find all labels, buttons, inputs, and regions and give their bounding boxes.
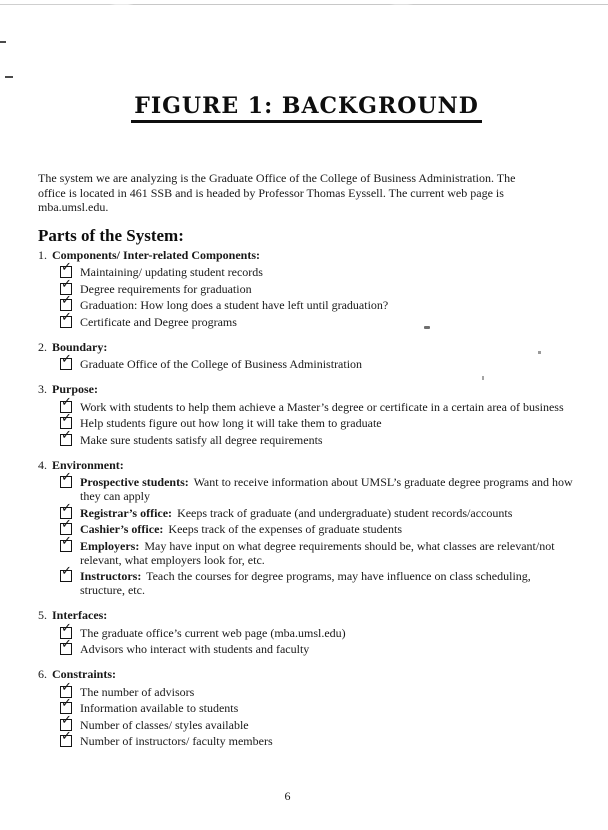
checkmark-icon: ✓ — [61, 500, 72, 516]
section-heading — [38, 340, 575, 355]
title-block — [38, 0, 575, 123]
checklist-item — [60, 411, 575, 430]
checked-checkbox-icon — [60, 637, 72, 655]
section-number: 6. — [38, 667, 47, 681]
checklist-item — [60, 679, 575, 699]
item-body: The graduate office’s current web page (mba.umsl.edu) — [80, 625, 346, 640]
scan-artifact-dash — [5, 76, 13, 78]
scan-edge-line — [0, 4, 608, 5]
item-text — [80, 298, 575, 312]
checkmark-icon: ✓ — [61, 564, 72, 579]
checklist-item — [60, 517, 575, 536]
section-number: 5. — [38, 608, 47, 622]
checklist-item — [60, 620, 575, 640]
checked-checkbox-icon — [60, 427, 72, 446]
item-text — [80, 265, 575, 279]
section-items — [38, 352, 575, 371]
item-text — [80, 626, 575, 640]
item-body: Advisors who interact with students and faculty — [80, 642, 310, 656]
checklist-item — [60, 293, 575, 312]
section — [38, 382, 575, 447]
item-body: Work with students to help them achieve a Master’s degree or certificate in a certain area of business — [80, 399, 564, 414]
checkmark-icon: ✓ — [61, 293, 72, 308]
checkmark-icon: ✓ — [61, 260, 72, 275]
section-heading — [38, 382, 575, 397]
item-body: Make sure students satisfy all degree requirements — [80, 432, 323, 447]
item-body: Number of classes/ styles available — [80, 717, 249, 732]
checkmark-icon: ✓ — [61, 620, 72, 636]
checkmark-icon: ✓ — [61, 533, 72, 549]
item-body: Certificate and Degree programs — [80, 314, 237, 329]
checklist-item — [60, 533, 575, 567]
checkmark-icon: ✓ — [61, 427, 72, 443]
checklist-item — [60, 309, 575, 329]
item-text — [80, 433, 575, 447]
item-text — [80, 475, 575, 503]
section-number: 2. — [38, 339, 47, 354]
checkmark-icon: ✓ — [61, 394, 72, 410]
scan-artifact-dash — [0, 41, 6, 43]
item-lead: Cashier’s office: — [80, 522, 164, 536]
section-items — [38, 679, 575, 749]
section-heading — [38, 608, 575, 623]
checkmark-icon: ✓ — [61, 411, 72, 426]
item-lead: Registrar’s office: — [80, 505, 173, 520]
section-title: Constraints: — [52, 667, 117, 681]
section-title: Boundary: — [52, 339, 108, 354]
checkmark-icon: ✓ — [61, 679, 72, 695]
checklist-item — [60, 470, 575, 503]
section-heading — [38, 458, 575, 473]
checklist-item — [60, 394, 575, 414]
checklist-item — [60, 352, 575, 371]
item-body: Degree requirements for graduation — [80, 281, 252, 296]
intro-line: The system we are analyzing is the Graduate Office of the College of Business Administration. The — [38, 171, 516, 185]
section — [38, 248, 575, 329]
scan-artifact-speck — [482, 376, 484, 380]
checklist-item — [60, 500, 575, 520]
section-heading — [38, 667, 575, 682]
section-title: Environment: — [52, 457, 124, 472]
section-heading — [38, 248, 575, 263]
section — [38, 458, 575, 598]
item-text — [80, 718, 575, 732]
checkmark-icon: ✓ — [61, 470, 72, 485]
checklist-item — [60, 276, 575, 296]
sections-list — [38, 248, 575, 749]
item-body: Keeps track of graduate (and undergraduate) student records/accounts — [174, 505, 513, 520]
section-items — [38, 470, 575, 597]
section — [38, 608, 575, 656]
item-text — [80, 400, 575, 414]
item-body: Want to receive information about UMSL’s graduate degree programs and how they can apply — [80, 475, 573, 503]
item-text — [80, 569, 575, 597]
checklist-item — [60, 712, 575, 732]
section-title: Components/ Inter-related Components: — [52, 247, 260, 262]
item-body: Teach the courses for degree programs, may have influence on class scheduling, structure, etc. — [80, 569, 531, 597]
item-text — [80, 506, 575, 520]
checked-checkbox-icon — [60, 352, 72, 370]
item-text — [80, 416, 575, 430]
item-text — [80, 685, 575, 699]
item-text — [80, 701, 575, 715]
item-text — [80, 539, 575, 567]
item-text — [80, 357, 575, 371]
section-number: 4. — [38, 457, 47, 472]
checkmark-icon: ✓ — [61, 276, 72, 292]
checklist-item — [60, 564, 575, 597]
section-items — [38, 620, 575, 657]
section-items — [38, 394, 575, 447]
page-number: 6 — [284, 789, 291, 803]
checklist-item — [60, 637, 575, 656]
checkmark-icon: ✓ — [61, 696, 72, 711]
item-text — [80, 282, 575, 296]
section — [38, 667, 575, 748]
item-body: Graduate Office of the College of Business Administration — [80, 357, 363, 371]
item-body: Keeps track of the expenses of graduate students — [165, 522, 403, 536]
item-text — [80, 315, 575, 329]
checkmark-icon: ✓ — [61, 729, 72, 744]
checkmark-icon: ✓ — [61, 309, 72, 325]
item-body: The number of advisors — [80, 684, 195, 699]
checklist-item — [60, 696, 575, 715]
checkmark-icon: ✓ — [61, 637, 72, 652]
item-body: Graduation: How long does a student have left until graduation? — [80, 298, 389, 312]
checked-checkbox-icon — [60, 470, 72, 488]
item-body: Information available to students — [80, 701, 239, 715]
scan-artifact-speck — [424, 326, 430, 329]
scan-artifact-speck — [538, 351, 541, 354]
section — [38, 340, 575, 372]
section-number: 1. — [38, 247, 47, 262]
checklist-item — [60, 260, 575, 279]
item-lead: Employers: — [80, 538, 140, 553]
intro-line: office is located in 461 SSB and is headed by Professor Thomas Eyssell. The current web page is — [38, 185, 504, 200]
page-title: FIGURE 1: BACKGROUND — [131, 93, 482, 123]
item-body: Help students figure out how long it will take them to graduate — [80, 416, 382, 430]
checked-checkbox-icon — [60, 729, 72, 747]
section-title: Purpose: — [52, 382, 98, 396]
intro-line: mba.umsl.edu. — [38, 200, 109, 214]
parts-of-system-heading: Parts of the System: — [38, 225, 184, 245]
checkmark-icon: ✓ — [61, 517, 72, 532]
section-items — [38, 260, 575, 329]
checked-checkbox-icon — [60, 533, 72, 552]
checklist-item — [60, 729, 575, 748]
checkmark-icon: ✓ — [61, 352, 72, 367]
item-lead: Instructors: — [80, 569, 142, 583]
section-title: Interfaces: — [52, 608, 108, 622]
section-number: 3. — [38, 382, 47, 396]
item-body: Number of instructors/ faculty members — [80, 734, 273, 748]
item-lead: Prospective students: — [80, 475, 189, 489]
checked-checkbox-icon — [60, 564, 72, 582]
item-text — [80, 642, 575, 656]
checked-checkbox-icon — [60, 309, 72, 328]
item-text — [80, 522, 575, 536]
intro-paragraph — [38, 171, 575, 215]
item-body: Maintaining/ updating student records — [80, 265, 263, 279]
checkmark-icon: ✓ — [61, 712, 72, 728]
item-text — [80, 734, 575, 748]
item-body: May have input on what degree requirements should be, what classes are relevant/not relevant, what employers look for, etc. — [80, 538, 555, 567]
checklist-item — [60, 427, 575, 447]
